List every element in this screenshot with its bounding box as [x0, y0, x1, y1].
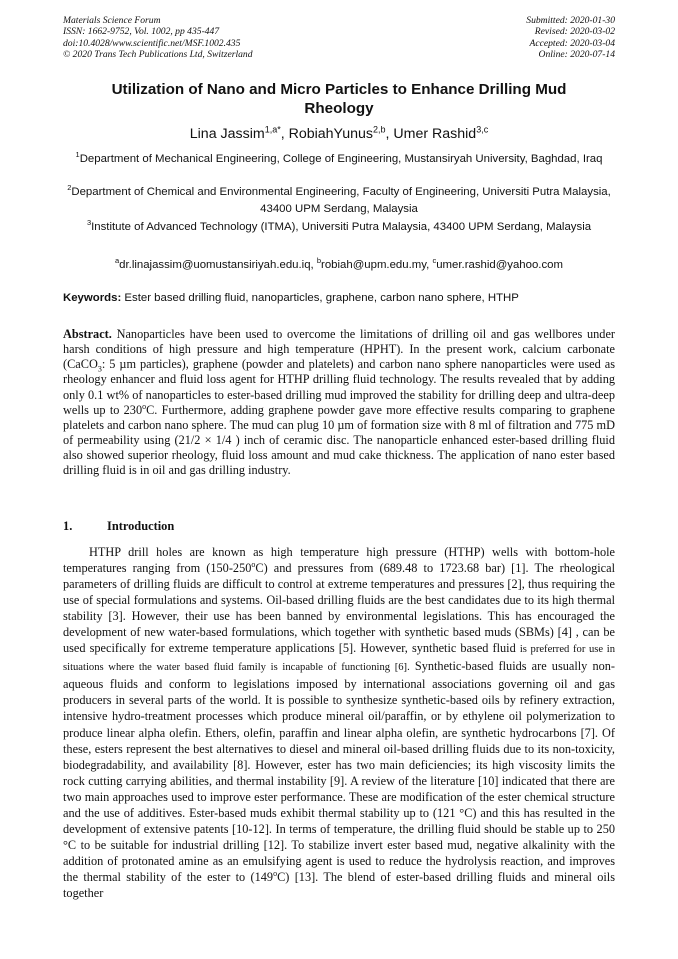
affiliation-sup: 2: [67, 183, 72, 193]
affiliation-2: [63, 184, 615, 217]
abstract-subscript: 3: [97, 364, 102, 374]
abstract-text: C. Furthermore, adding graphene powder gave more effective results comparing to graphene platelets and carbon nano sphere. The mud can plug 10 µm of formation size with 8 ml of filtration and 775 mD of permeability using (21/2 × 1/4 ) inch of ceramic disc. The nanoparticle enhanced ester-based drilling fluid also showed superior rheology, fluid loss amount and mud cake thickness. The application of nano ester based drilling fluid is in oil and gas drilling industry.: [63, 402, 615, 478]
date-accepted: Accepted: 2020-03-04: [529, 37, 615, 49]
date-online: Online: 2020-07-14: [538, 49, 615, 61]
paper-title: Utilization of Nano and Micro Particles to Enhance Drilling Mud Rheology: [111, 81, 567, 117]
author-list: [63, 125, 615, 143]
abstract-text: Nanoparticles have been used to overcome the limitations of drilling oil and gas wellbores under harsh conditions of high pressure and high temperature (HPHT). In the present work, calcium carbonate (CaCO: [63, 327, 615, 372]
introduction-paragraph: [63, 544, 615, 901]
journal-copyright: © 2020 Trans Tech Publications Ltd, Switzerland: [63, 49, 253, 61]
journal-info: [63, 15, 253, 61]
date-submitted: Submitted: 2020-01-30: [526, 15, 615, 26]
author-name: RobiahYunus: [288, 126, 373, 142]
email-sup: b: [316, 256, 322, 266]
author-name: Umer Rashid: [393, 126, 477, 142]
email-link[interactable]: dr.linajassim@uomustansiriyah.edu.iq: [119, 259, 311, 271]
affiliation-text: Department of Mechanical Engineering, College of Engineering, Mustansiryah University, Baghdad, Iraq: [79, 153, 603, 165]
email-sep: ,: [426, 259, 433, 271]
affiliation-1: [63, 151, 615, 168]
affiliation-sup: 1: [75, 150, 80, 160]
affiliation-text: Institute of Advanced Technology (ITMA), Universiti Putra Malaysia, 43400 UPM Serdang, Malaysia: [91, 221, 592, 233]
intro-text: C) and pressures from (689.48 to 1723.68 bar) [1]. The rheological parameters of drilling fluids are difficult to control at extreme temperatures and pressures [2], thus requiring the use of special formulations and systems. Oil-based drilling fluids are the best candidates due to its high thermal stability [3]. However, their use has been banned by environmental legislations. This has encouraged the development of new water-based formulations, which together with synthetic based muds (SBMs) [4] , can be used specifically for extreme temperature applications [5]. However, synthetic based fluid: [63, 561, 615, 656]
author-sup: 2,b: [373, 124, 386, 135]
abstract-text: : 5 µm particles), graphene (powder and platelets) and carbon nano sphere nanoparticles were used as rheology enhancer and fluid loss agent for HTHP drilling fluid technology. The results revealed that by adding only 0.1 wt% of nanoparticles to ester-based drilling mud improved the stability for drilling deep and ultra-deep wells up to 230: [63, 357, 615, 417]
affiliation-3: [63, 219, 615, 236]
affiliation-sup: 3: [86, 218, 92, 228]
journal-doi[interactable]: doi:10.4028/www.scientific.net/MSF.1002.435: [63, 37, 241, 49]
abstract: [63, 327, 615, 479]
author-name: Lina Jassim: [189, 126, 265, 142]
date-revised: Revised: 2020-03-02: [534, 26, 615, 38]
keywords: [63, 291, 615, 306]
intro-small-text: is preferred for use in situations where the water based fluid family is incapable of functioning [6].: [63, 644, 616, 674]
intro-text: C) [13]. The blend of ester-based drilling fluids and mineral oils together: [63, 869, 616, 900]
section-number: 1.: [63, 519, 73, 533]
email-sup: c: [432, 256, 437, 266]
intro-superscript: o: [251, 559, 256, 569]
email-link[interactable]: robiah@upm.edu.my: [321, 259, 427, 271]
publication-dates: [526, 15, 615, 61]
author-sup: 1,a*: [264, 124, 281, 135]
intro-superscript: o: [273, 868, 278, 878]
email-link[interactable]: umer.rashid@yahoo.com: [436, 259, 563, 271]
email-sep: ,: [310, 259, 317, 271]
intro-text: Synthetic-based fluids are usually non-aqueous fluids and conform to legislations imposed by international associations governing oil and gas producers in several parts of the world. It is possible to synthesize synthetic-based oils by refinery extraction, intensive hydro-treatment processes which produce mineral oil/paraffin, or by ethylene oil polymerization to produce linear alpha olefin. Ethers, olefin, paraffin and linear alpha olefin, are synthetic hydrocarbons [7]. Of these, esters represent the best alternatives to diesel and mineral oil-based drilling fluids due to its non-toxicity, biodegradability, and availability [8]. However, ester has two main deficiencies; its high viscosity limits the rock cutting carrying abilities, and thermal instability [9]. A review of the literature [10] indicated that there are two main approaches used to improve ester performance. These are modification of the ester chemical structure and the use of additives. Ester-based muds exhibit thermal stability up to (121 °C) and this has resulted in the development of extensive patents [10-12]. In terms of temperature, the drilling fluid should be stable up to 250 °C to be suitable for industrial drilling [12]. To stabilize invert ester based mud, negative alkalinity with the addition of protonated amine as an emulsifying agent is used to reduce the hydrolysis reaction, and improves the thermal stability of the ester to (149: [63, 659, 615, 884]
author-sep: ,: [385, 126, 394, 142]
author-emails: [63, 257, 615, 274]
intro-text: HTHP drill holes are known as high temperature high pressure (HTHP) wells with bottom-hole temperatures ranging from (150-250: [63, 545, 615, 576]
email-sup: a: [114, 256, 120, 266]
section-title: Introduction: [107, 519, 175, 533]
journal-name: Materials Science Forum: [63, 15, 161, 26]
section-heading: [63, 519, 174, 534]
abstract-label: Abstract.: [63, 327, 112, 341]
keywords-text: Ester based drilling fluid, nanoparticles, graphene, carbon nano sphere, HTHP: [124, 292, 519, 304]
author-sup: 3,c: [476, 124, 489, 135]
affiliation-text: Department of Chemical and Environmental Engineering, Faculty of Engineering, Universiti Putra Malaysia, 43400 UPM Serdang, Malaysia: [71, 186, 611, 215]
abstract-superscript: o: [142, 401, 147, 411]
journal-issn: ISSN: 1662-9752, Vol. 1002, pp 435-447: [63, 26, 220, 38]
author-sep: ,: [280, 126, 289, 142]
keywords-label: Keywords:: [63, 292, 122, 304]
